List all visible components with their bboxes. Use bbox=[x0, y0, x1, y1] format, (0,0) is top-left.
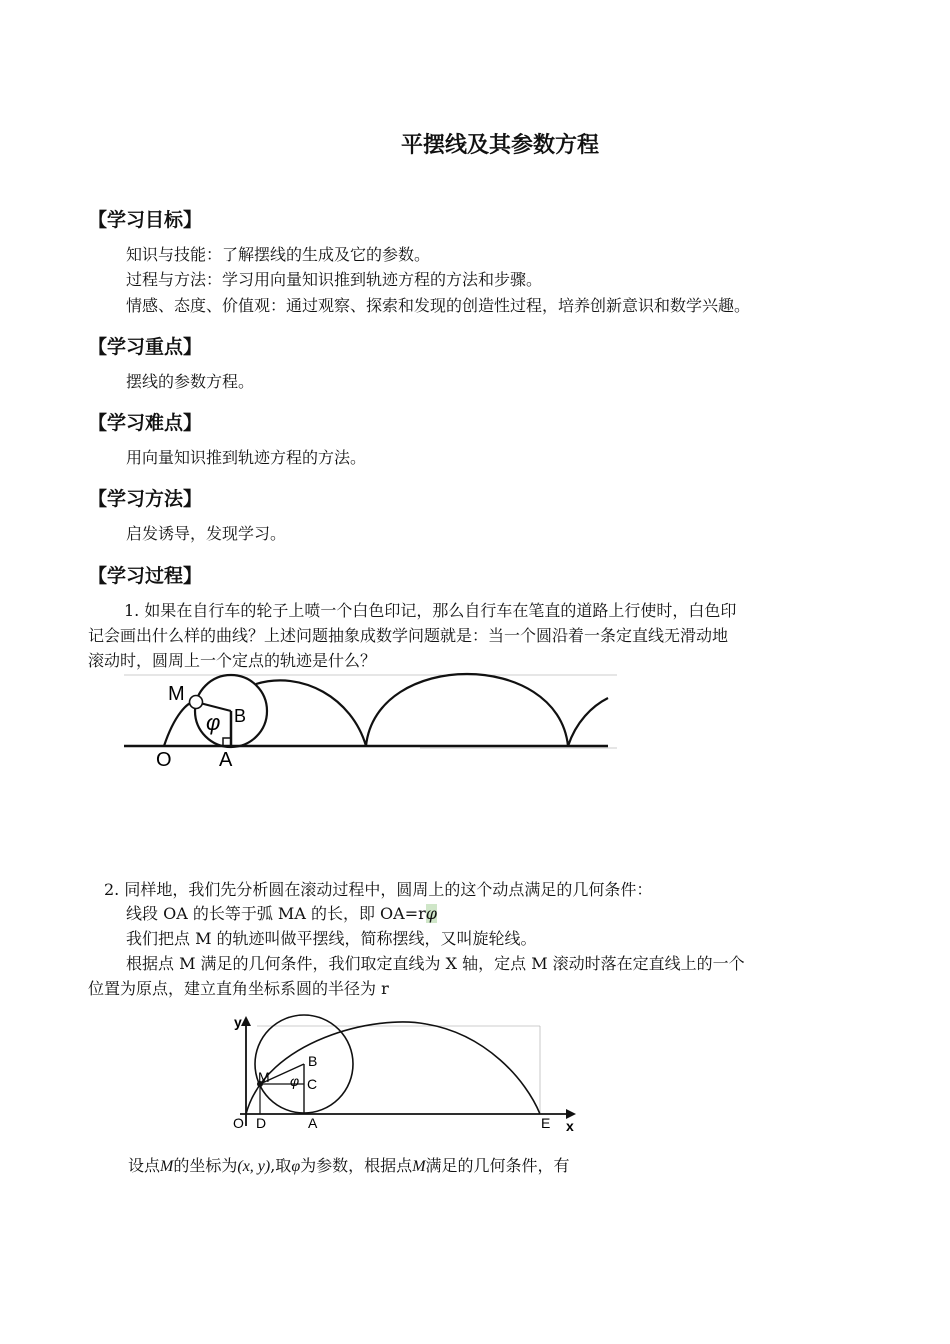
label-e: E bbox=[541, 1115, 551, 1131]
oa-equals-arc-text: 线段 OA 的长等于弧 MA 的长，即 OA=r bbox=[126, 904, 426, 923]
method-heading: 【学习方法】 bbox=[88, 488, 203, 510]
key-points-heading: 【学习重点】 bbox=[88, 336, 203, 358]
label-b: B bbox=[308, 1053, 318, 1069]
cycloid-figure-1 bbox=[120, 672, 620, 772]
difficulties-heading: 【学习难点】 bbox=[88, 412, 203, 434]
objective-line: 情感、态度、价值观：通过观察、探索和发现的创造性过程，培养创新意识和数学兴趣。 bbox=[126, 296, 751, 315]
math-m: M bbox=[412, 1158, 426, 1175]
phi-symbol: φ bbox=[425, 904, 437, 923]
label-x: x bbox=[566, 1118, 574, 1134]
page-title: 平摆线及其参数方程 bbox=[400, 133, 599, 158]
label-o: O bbox=[156, 749, 172, 771]
label-m: M bbox=[168, 683, 185, 705]
label-a: A bbox=[308, 1115, 318, 1131]
math-m: M bbox=[160, 1158, 174, 1175]
question-2-line: 根据点 M 满足的几何条件，我们取定直线为 X 轴，定点 M 滚动时落在定直线上的一个 bbox=[126, 954, 745, 973]
coordinate-setup-line bbox=[128, 1156, 570, 1177]
question-1-line: 滚动时，圆周上一个定点的轨迹是什么？ bbox=[88, 651, 377, 670]
label-b: B bbox=[234, 706, 247, 726]
label-m: M bbox=[258, 1069, 270, 1085]
label-phi: φ bbox=[206, 710, 221, 735]
text-segment: 设点 bbox=[128, 1156, 161, 1175]
text-segment: 为参数，根据点 bbox=[300, 1156, 413, 1175]
difficulties-text: 用向量知识推到轨迹方程的方法。 bbox=[126, 448, 367, 467]
objective-line: 知识与技能：了解摆线的生成及它的参数。 bbox=[126, 245, 431, 264]
process-heading: 【学习过程】 bbox=[88, 565, 203, 587]
method-text: 启发诱导，发现学习。 bbox=[126, 524, 287, 543]
question-2-line: 位置为原点，建立直角坐标系圆的半径为 r bbox=[88, 979, 389, 998]
objective-line: 过程与方法：学习用向量知识推到轨迹方程的方法和步骤。 bbox=[126, 270, 543, 289]
objectives-heading: 【学习目标】 bbox=[88, 209, 203, 231]
math-phi: φ bbox=[291, 1158, 301, 1175]
label-a: A bbox=[219, 749, 233, 771]
question-1-line: 记会画出什么样的曲线？上述问题抽象成数学问题就是：当一个圆沿着一条定直线无滑动地 bbox=[88, 626, 729, 645]
text-segment: 满足的几何条件，有 bbox=[425, 1156, 570, 1175]
label-o: O bbox=[233, 1115, 244, 1131]
label-c: C bbox=[307, 1076, 318, 1092]
text-segment: ,取 bbox=[270, 1156, 292, 1175]
cycloid-figure-2 bbox=[226, 1010, 586, 1135]
math-coordinates: (x, y) bbox=[237, 1158, 271, 1175]
label-d: D bbox=[256, 1115, 267, 1131]
text-segment: 的坐标为 bbox=[173, 1156, 238, 1175]
label-y: y bbox=[234, 1014, 242, 1030]
oa-equals-arc-line bbox=[126, 904, 437, 924]
question-1-line: 1. 如果在自行车的轮子上喷一个白色印记，那么自行车在笔直的道路上行使时，白色印 bbox=[124, 601, 737, 620]
key-points-text: 摆线的参数方程。 bbox=[126, 372, 255, 391]
label-phi: φ bbox=[290, 1073, 300, 1089]
question-2-line: 我们把点 M 的轨迹叫做平摆线，简称摆线，又叫旋轮线。 bbox=[126, 929, 537, 948]
question-2-line: 2. 同样地，我们先分析圆在滚动过程中，圆周上的这个动点满足的几何条件： bbox=[104, 880, 653, 899]
